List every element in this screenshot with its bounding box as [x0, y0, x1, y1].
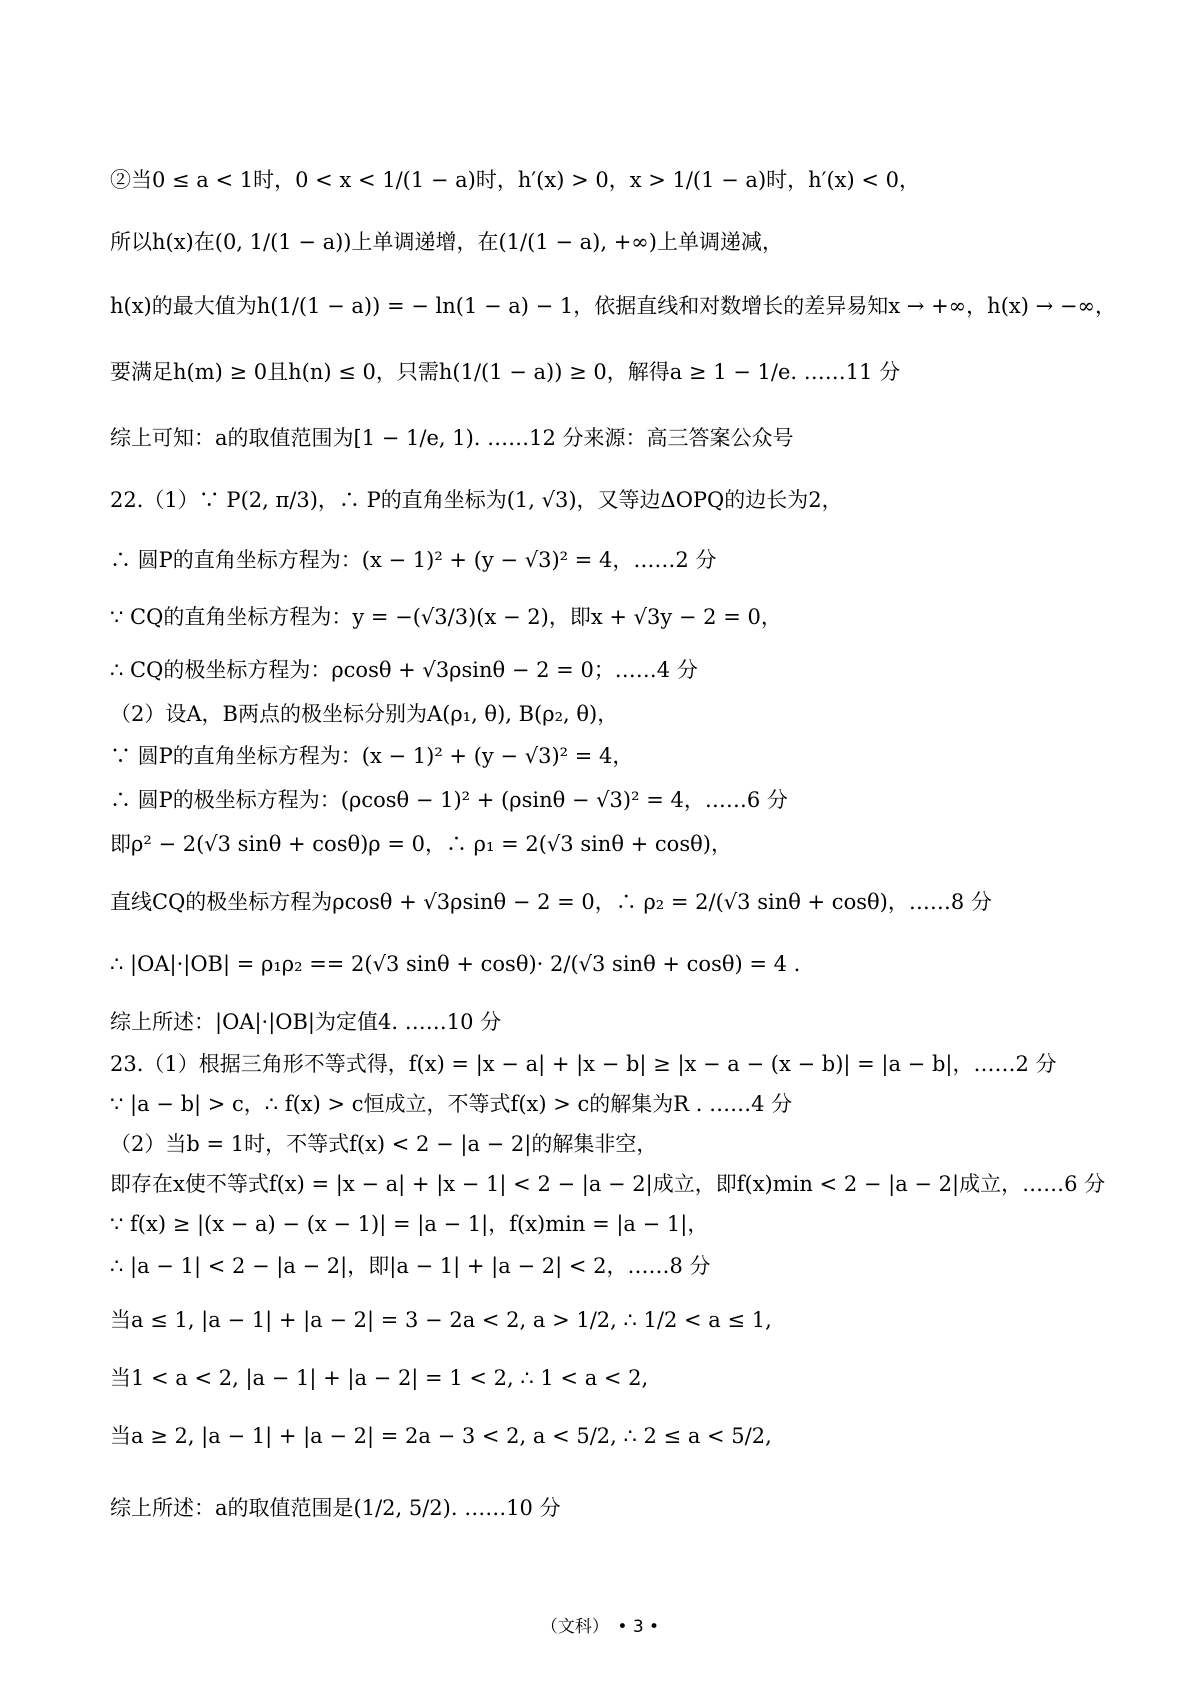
text-line: 当a ≥ 2, |a − 1| + |a − 2| = 2a − 3 < 2, a < 5/2, ∴ 2 ≤ a < 5/2,: [110, 1424, 772, 1448]
text-line: （2）设A，B两点的极坐标分别为A(ρ₁, θ), B(ρ₂, θ)，: [110, 702, 619, 726]
text-line: ②当0 ≤ a < 1时，0 < x < 1/(1 − a)时，h′(x) > 0，x > 1/(1 − a)时，h′(x) < 0，: [110, 168, 920, 192]
text-line: 要满足h(m) ≥ 0且h(n) ≤ 0，只需h(1/(1 − a)) ≥ 0，解得a ≥ 1 − 1/e. ……11 分: [110, 360, 901, 384]
text-line: 综上所述：a的取值范围是(1/2, 5/2). ……10 分: [110, 1496, 561, 1520]
text-line: 综上可知：a的取值范围为[1 − 1/e, 1). ……12 分来源：高三答案公众号: [110, 426, 794, 450]
text-line: ∴ 圆P的直角坐标方程为：(x − 1)² + (y − √3)² = 4，……2 分: [110, 548, 717, 572]
text-line: 当a ≤ 1, |a − 1| + |a − 2| = 3 − 2a < 2, a > 1/2, ∴ 1/2 < a ≤ 1,: [110, 1308, 772, 1332]
text-line: ∴ |OA|·|OB| = ρ₁ρ₂ == 2(√3 sinθ + cosθ)· 2/(√3 sinθ + cosθ) = 4 .: [110, 952, 801, 976]
text-line: 综上所述：|OA|·|OB|为定值4. ……10 分: [110, 1010, 502, 1034]
text-line: ∵ CQ的直角坐标方程为：y = −(√3/3)(x − 2)，即x + √3y − 2 = 0，: [110, 605, 782, 629]
text-line: 即ρ² − 2(√3 sinθ + cosθ)ρ = 0，∴ ρ₁ = 2(√3 sinθ + cosθ)，: [110, 832, 732, 856]
text-line: ∵ f(x) ≥ |(x − a) − (x − 1)| = |a − 1|，f(x)min = |a − 1|，: [110, 1212, 709, 1236]
text-line: 23.（1）根据三角形不等式得，f(x) = |x − a| + |x − b| ≥ |x − a − (x − b)| = |a − b|，……2 分: [110, 1052, 1057, 1076]
text-line: 直线CQ的极坐标方程为ρcosθ + √3ρsinθ − 2 = 0，∴ ρ₂ = 2/(√3 sinθ + cosθ)，……8 分: [110, 890, 992, 914]
text-line: 即存在x使不等式f(x) = |x − a| + |x − 1| < 2 − |a − 2|成立，即f(x)min < 2 − |a − 2|成立，……6 分: [110, 1172, 1106, 1196]
page-footer: （文科） • 3 •: [540, 1617, 660, 1637]
text-line: 所以h(x)在(0, 1/(1 − a))上单调递增，在(1/(1 − a), +∞)上单调递减，: [110, 230, 783, 254]
text-line: ∵ |a − b| > c，∴ f(x) > c恒成立，不等式f(x) > c的解集为R . ……4 分: [110, 1092, 793, 1116]
text-line: ∵ 圆P的直角坐标方程为：(x − 1)² + (y − √3)² = 4，: [110, 744, 634, 768]
text-line: h(x)的最大值为h(1/(1 − a)) = − ln(1 − a) − 1，依据直线和对数增长的差异易知x → +∞，h(x) → −∞，: [110, 294, 1116, 318]
text-line: 当1 < a < 2, |a − 1| + |a − 2| = 1 < 2, ∴ 1 < a < 2,: [110, 1366, 649, 1390]
text-line: 22.（1）∵ P(2, π/3)，∴ P的直角坐标为(1, √3)，又等边ΔOPQ的边长为2，: [110, 488, 843, 512]
text-line: ∴ |a − 1| < 2 − |a − 2|，即|a − 1| + |a − 2| < 2，……8 分: [110, 1254, 711, 1278]
text-line: （2）当b = 1时，不等式f(x) < 2 − |a − 2|的解集非空，: [110, 1132, 658, 1156]
text-line: ∴ CQ的极坐标方程为：ρcosθ + √3ρsinθ − 2 = 0；……4 分: [110, 658, 698, 682]
text-line: ∴ 圆P的极坐标方程为：(ρcosθ − 1)² + (ρsinθ − √3)² = 4，……6 分: [110, 788, 788, 812]
